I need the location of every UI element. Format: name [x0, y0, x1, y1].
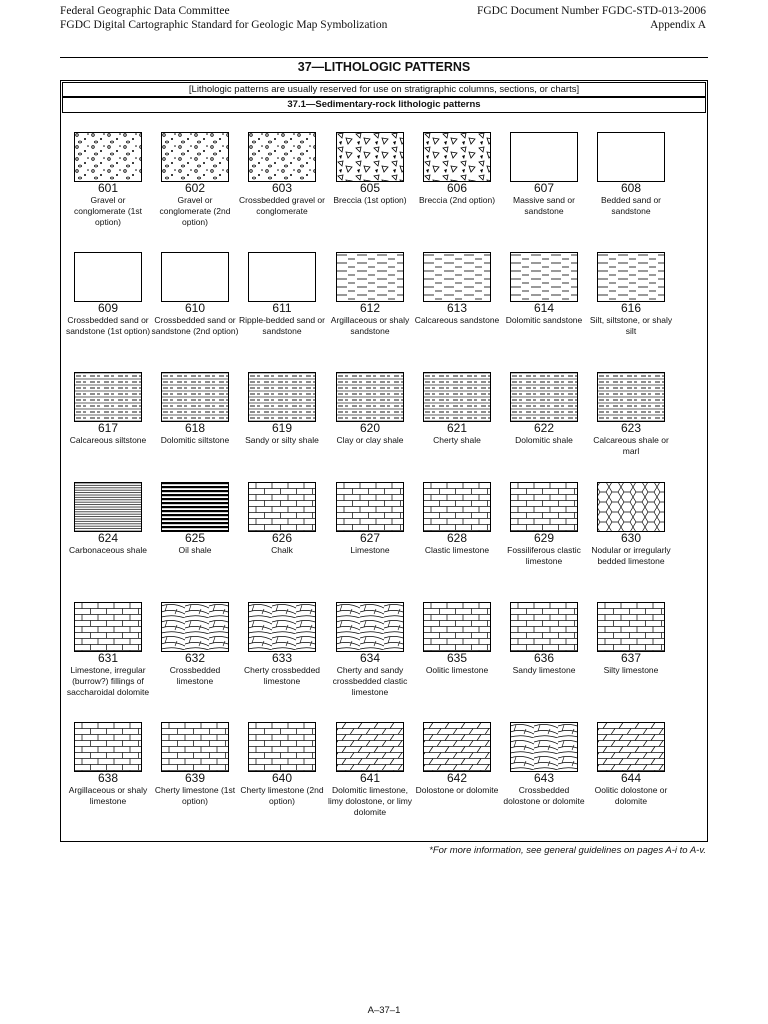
footnote: *For more information, see general guidelines on pages A-i to A-v.	[429, 845, 706, 856]
brick-pattern-icon	[248, 482, 316, 532]
gravel-pattern-icon	[161, 132, 229, 182]
pattern-cell	[587, 252, 675, 337]
pattern-code: 618	[184, 421, 206, 435]
brick-pattern-icon	[510, 602, 578, 652]
pattern-cell	[151, 252, 239, 337]
pattern-code: 617	[97, 421, 119, 435]
pattern-cell	[500, 602, 588, 676]
pattern-cell	[587, 482, 675, 567]
pattern-code: 623	[620, 421, 642, 435]
breccia-pattern-icon	[336, 132, 404, 182]
brick-pattern-icon	[74, 602, 142, 652]
pattern-cell	[413, 372, 501, 446]
shale-pattern-icon	[74, 372, 142, 422]
pattern-description: Argillaceous or shaly sandstone	[330, 315, 410, 336]
pattern-code: 606	[446, 181, 468, 195]
pattern-code: 621	[446, 421, 468, 435]
brick-pattern-icon	[510, 482, 578, 532]
pattern-description: Bedded sand or sandstone	[600, 195, 662, 216]
pattern-cell	[326, 132, 414, 206]
header-right	[477, 4, 706, 32]
pattern-description: Cherty crossbedded limestone	[243, 665, 321, 686]
pattern-cell	[238, 132, 326, 217]
pattern-description: Clastic limestone	[424, 545, 490, 555]
pattern-description: Dolostone or dolomite	[415, 785, 499, 795]
crossbedded-pattern-icon	[161, 602, 229, 652]
pattern-description: Dolomitic shale	[515, 435, 573, 445]
pattern-cell	[238, 372, 326, 446]
pattern-code: 625	[184, 531, 206, 545]
pattern-cell	[64, 722, 152, 807]
blank-pattern-icon	[74, 252, 142, 302]
pattern-description: Cherty and sandy crossbedded clastic limestone	[332, 665, 408, 697]
pattern-code: 608	[620, 181, 642, 195]
pattern-cell	[413, 132, 501, 206]
pattern-description: Argillaceous or shaly limestone	[68, 785, 148, 806]
pattern-code: 612	[359, 301, 381, 315]
pattern-cell	[64, 482, 152, 556]
pattern-code: 626	[271, 531, 293, 545]
pattern-code: 643	[533, 771, 555, 785]
pattern-description: Carbonaceous shale	[69, 545, 147, 555]
pattern-code: 610	[184, 301, 206, 315]
pattern-cell	[151, 372, 239, 446]
pattern-code: 632	[184, 651, 206, 665]
pattern-cell	[500, 372, 588, 446]
pattern-code: 630	[620, 531, 642, 545]
pattern-description: Cherty limestone (1st option)	[154, 785, 236, 806]
pattern-description: Fossiliferous clastic limestone	[507, 545, 581, 566]
pattern-description: Crossbedded dolostone or dolomite	[503, 785, 585, 806]
slant-brick-pattern-icon	[597, 722, 665, 772]
pattern-description: Sandy or silty shale	[245, 435, 319, 445]
pattern-cell	[326, 482, 414, 556]
dash-pattern-icon	[423, 252, 491, 302]
pattern-cell	[587, 132, 675, 217]
pattern-cell	[238, 602, 326, 687]
shale-pattern-icon	[248, 372, 316, 422]
brick-pattern-icon	[248, 722, 316, 772]
pattern-code: 642	[446, 771, 468, 785]
header-left	[60, 4, 387, 32]
pattern-description: Silt, siltstone, or shaly silt	[589, 315, 673, 336]
oil-shale-pattern-icon	[161, 482, 229, 532]
brick-pattern-icon	[423, 482, 491, 532]
subsection-title: 37.1—Sedimentary-rock lithologic patterns	[62, 97, 706, 113]
pattern-code: 603	[271, 181, 293, 195]
section-title: 37—LITHOLOGIC PATTERNS	[297, 60, 471, 74]
pattern-cell	[64, 252, 152, 337]
brick-pattern-icon	[161, 722, 229, 772]
pattern-description: Cherty shale	[433, 435, 481, 445]
shale-pattern-icon	[336, 372, 404, 422]
pattern-code: 616	[620, 301, 642, 315]
pattern-cell	[500, 252, 588, 326]
dash-pattern-icon	[336, 252, 404, 302]
shale-pattern-icon	[510, 372, 578, 422]
pattern-description: Crossbedded limestone	[169, 665, 221, 686]
pattern-code: 614	[533, 301, 555, 315]
pattern-code: 644	[620, 771, 642, 785]
slant-brick-pattern-icon	[336, 722, 404, 772]
pattern-cell	[64, 372, 152, 446]
pattern-description: Oolitic dolostone or dolomite	[594, 785, 668, 806]
blank-pattern-icon	[597, 132, 665, 182]
pattern-description: Crossbedded sand or sandstone (1st option)	[65, 315, 151, 336]
brick-pattern-icon	[597, 602, 665, 652]
pattern-description: Sandy limestone	[512, 665, 576, 675]
pattern-code: 620	[359, 421, 381, 435]
pattern-cell	[413, 602, 501, 676]
pattern-cell	[64, 602, 152, 698]
pattern-cell	[326, 372, 414, 446]
blank-pattern-icon	[161, 252, 229, 302]
crossbedded-pattern-icon	[336, 602, 404, 652]
pattern-description: Chalk	[271, 545, 293, 555]
header-doc-number: FGDC Document Number FGDC-STD-013-2006	[476, 5, 706, 17]
pattern-cell	[151, 722, 239, 807]
pattern-description: Breccia (1st option)	[333, 195, 407, 205]
pattern-cell	[238, 482, 326, 556]
pattern-code: 624	[97, 531, 119, 545]
pattern-description: Oolitic limestone	[425, 665, 489, 675]
pattern-description: Gravel or conglomerate (2nd option)	[159, 195, 231, 227]
pattern-code: 622	[533, 421, 555, 435]
blank-pattern-icon	[248, 252, 316, 302]
brick-pattern-icon	[423, 602, 491, 652]
pattern-code: 637	[620, 651, 642, 665]
pattern-code: 611	[272, 301, 292, 315]
pattern-cell	[500, 132, 588, 217]
pattern-cell	[238, 722, 326, 807]
pattern-code: 635	[446, 651, 468, 665]
pattern-description: Ripple-bedded sand or sandstone	[238, 315, 325, 336]
pattern-description: Crossbedded sand or sandstone (2nd option)	[151, 315, 239, 336]
brick-pattern-icon	[74, 722, 142, 772]
breccia-pattern-icon	[423, 132, 491, 182]
blank-pattern-icon	[510, 132, 578, 182]
pattern-cell	[326, 252, 414, 337]
pattern-code: 636	[533, 651, 555, 665]
pattern-description: Nodular or irregularly bedded limestone	[591, 545, 671, 566]
pattern-code: 640	[271, 771, 293, 785]
pattern-code: 629	[533, 531, 555, 545]
gravel-pattern-icon	[74, 132, 142, 182]
pattern-description: Dolomitic sandstone	[505, 315, 583, 325]
pattern-code: 602	[184, 181, 206, 195]
shale-pattern-icon	[597, 372, 665, 422]
crossbedded-pattern-icon	[510, 722, 578, 772]
pattern-code: 607	[533, 181, 555, 195]
pattern-code: 609	[97, 301, 119, 315]
pattern-code: 628	[446, 531, 468, 545]
pattern-cell	[500, 722, 588, 807]
pattern-cell	[151, 602, 239, 687]
pattern-code: 633	[271, 651, 293, 665]
pattern-code: 638	[97, 771, 119, 785]
header-committee: Federal Geographic Data Committee	[60, 5, 230, 17]
pattern-code: 613	[446, 301, 468, 315]
pattern-cell	[587, 722, 675, 807]
pattern-cell	[326, 722, 414, 818]
crossbedded-gravel-pattern-icon	[248, 132, 316, 182]
pattern-code: 605	[359, 181, 381, 195]
pattern-description: Cherty limestone (2nd option)	[240, 785, 324, 806]
pattern-cell	[413, 252, 501, 326]
usage-note: [Lithologic patterns are usually reserved for use on stratigraphic columns, sections, or charts]	[62, 82, 706, 97]
pattern-description: Silty limestone	[603, 665, 659, 675]
pattern-cell	[151, 482, 239, 556]
title-rule	[60, 57, 708, 58]
pattern-description: Breccia (2nd option)	[418, 195, 496, 205]
pattern-description: Crossbedded gravel or conglomerate	[239, 195, 325, 216]
page-number: A–37–1	[367, 1005, 401, 1016]
pattern-code: 631	[97, 651, 119, 665]
header-standard: FGDC Digital Cartographic Standard for Geologic Map Symbolization	[60, 19, 388, 31]
pattern-description: Gravel or conglomerate (1st option)	[73, 195, 143, 227]
lined-pattern-icon	[74, 482, 142, 532]
pattern-cell	[500, 482, 588, 567]
pattern-description: Calcareous sandstone	[414, 315, 500, 325]
pattern-description: Dolomitic siltstone	[160, 435, 230, 445]
pattern-code: 627	[359, 531, 381, 545]
pattern-code: 639	[184, 771, 206, 785]
crossbedded-pattern-icon	[248, 602, 316, 652]
pattern-description: Limestone, irregular (burrow?) fillings of saccharoidal dolomite	[66, 665, 150, 697]
pattern-cell	[238, 252, 326, 337]
pattern-description: Calcareous shale or marl	[593, 435, 669, 456]
slant-brick-pattern-icon	[423, 722, 491, 772]
pattern-cell	[326, 602, 414, 698]
dash-pattern-icon	[597, 252, 665, 302]
pattern-code: 634	[359, 651, 381, 665]
pattern-description: Limestone	[350, 545, 390, 555]
pattern-cell	[413, 482, 501, 556]
pattern-code: 619	[271, 421, 293, 435]
pattern-code: 601	[97, 181, 119, 195]
pattern-description: Dolomitic limestone, limy dolostone, or limy dolomite	[327, 785, 413, 817]
shale-pattern-icon	[161, 372, 229, 422]
pattern-cell	[587, 602, 675, 676]
pattern-cell	[413, 722, 501, 796]
shale-pattern-icon	[423, 372, 491, 422]
hexagon-pattern-icon	[597, 482, 665, 532]
pattern-code: 641	[359, 771, 381, 785]
pattern-description: Clay or clay shale	[336, 435, 404, 445]
pattern-description: Calcareous siltstone	[69, 435, 147, 445]
pattern-cell	[64, 132, 152, 228]
pattern-description: Massive sand or sandstone	[513, 195, 575, 216]
pattern-description: Oil shale	[178, 545, 212, 555]
dash-pattern-icon	[510, 252, 578, 302]
brick-pattern-icon	[336, 482, 404, 532]
pattern-cell	[151, 132, 239, 228]
pattern-cell	[587, 372, 675, 457]
header-appendix: Appendix A	[650, 19, 706, 31]
